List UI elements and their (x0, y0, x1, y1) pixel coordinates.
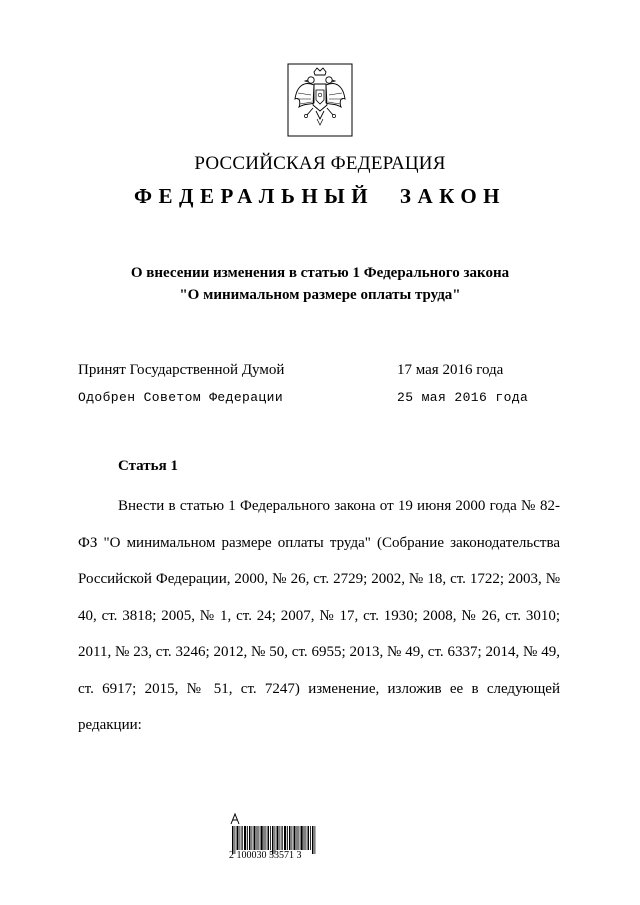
article-heading: Статья 1 (118, 458, 178, 474)
adoption-label: Одобрен Советом Федерации (78, 390, 284, 405)
country-name: РОССИЙСКАЯ ФЕДЕРАЦИЯ (194, 153, 446, 174)
law-title-line-1: О внесении изменения в статью 1 Федерального закона (130, 265, 510, 281)
adoption-date: 17 мая 2016 года (397, 362, 504, 378)
law-title (0, 262, 640, 306)
barcode (229, 812, 319, 862)
adoption-date: 25 мая 2016 года (397, 390, 529, 405)
coat-of-arms-icon (287, 63, 353, 137)
pen-mark-icon (229, 812, 241, 826)
article-body: Внести в статью 1 Федерального закона от 19 июня 2000 года № 82-ФЗ "О минимальном размере оплаты труда" (Собрание законодательства Российской Федерации, 2000, № 26, ст. 2729; 2002, № 18, ст. 1722; 2003, № 40, ст. 3818; 2005, № 1, ст. 24; 2007, № 17, ст. 1930; 2008, № 26, ст. 3010; 2011, № 23, ст. 3246; 2012, № 50, ст. 6955; 2013, № 49, ст. 6337; 2014, № 49, ст. 6917; 2015, № 51, ст. 7247) изменение, изложив ее в следующей редакции: (78, 498, 560, 733)
document-type: ФЕДЕРАЛЬНЫЙ ЗАКОН (134, 184, 506, 208)
law-title-line-2: "О минимальном размере оплаты труда" (179, 287, 461, 303)
barcode-number: 2 100030 53571 3 (229, 850, 302, 861)
adoption-label: Принят Государственной Думой (78, 362, 285, 378)
